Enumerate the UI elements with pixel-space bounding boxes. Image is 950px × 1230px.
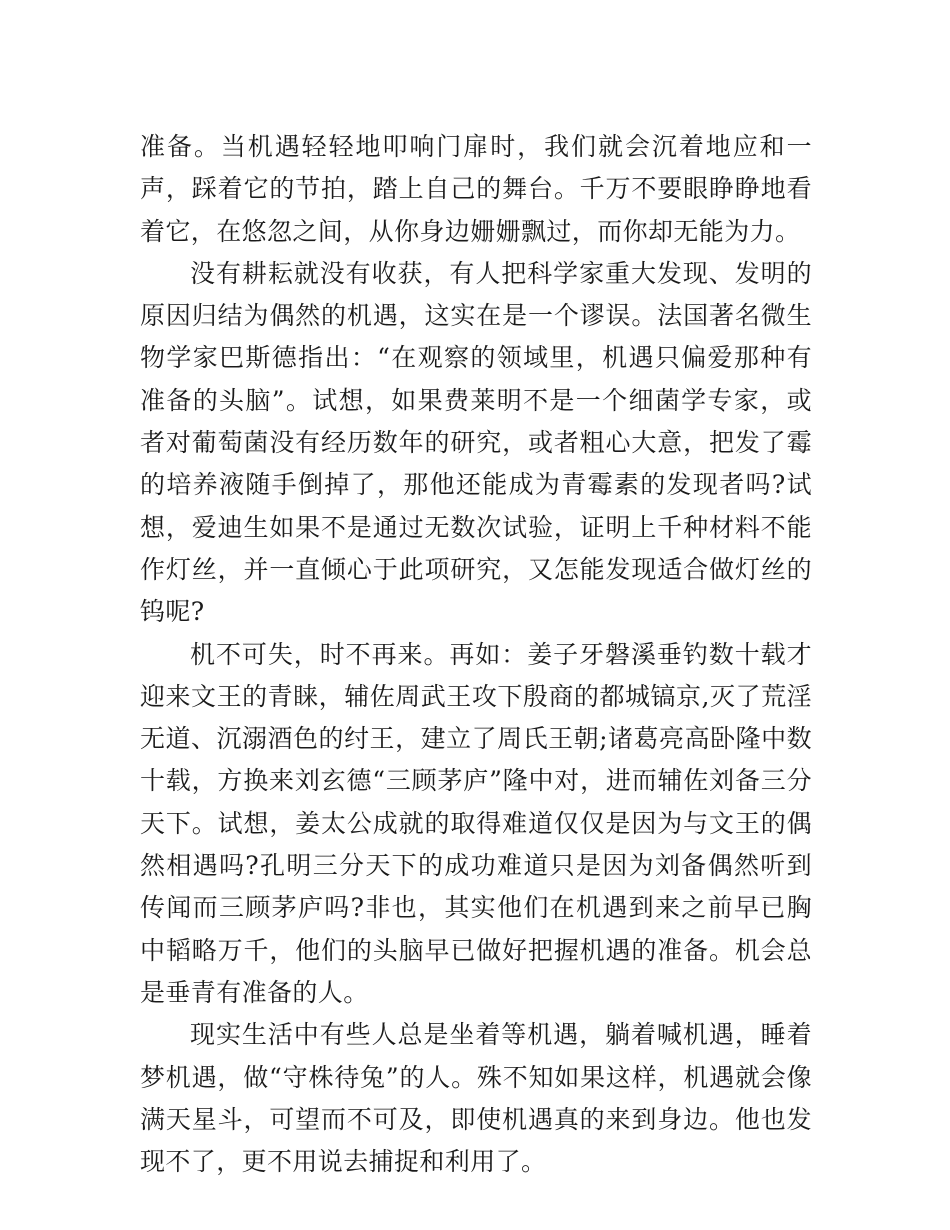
paragraph-1: 准备。当机遇轻轻地叩响门扉时，我们就会沉着地应和一声，踩着它的节拍，踏上自己的舞台。千万不要眼睁睁地看着它，在悠忽之间，从你身边姗姗飘过，而你却无能为力。 bbox=[140, 132, 812, 246]
document-page bbox=[140, 126, 812, 1183]
paragraph-3: 机不可失，时不再来。再如：姜子牙磐溪垂钓数十载才迎来文王的青睐，辅佐周武王攻下殷商的都城镐京,灭了荒淫无道、沉溺酒色的纣王，建立了周氏王朝;诸葛亮高卧隆中数十载，方换来刘玄德“三顾茅庐”隆中对，进而辅佐刘备三分天下。试想，姜太公成就的取得难道仅仅是因为与文王的偶然相遇吗?孔明三分天下的成功难道只是因为刘备偶然听到传闻而三顾茅庐吗?非也，其实他们在机遇到来之前早已胸中韬略万千，他们的头脑早已做好把握机遇的准备。机会总是垂青有准备的人。 bbox=[140, 639, 812, 1007]
paragraph-4: 现实生活中有些人总是坐着等机遇，躺着喊机遇，睡着梦机遇，做“守株待兔”的人。殊不知如果这样，机遇就会像满天星斗，可望而不可及，即使机遇真的来到身边。他也发现不了，更不用说去捕捉和利用了。 bbox=[140, 1020, 812, 1177]
paragraph-2: 没有耕耘就没有收获，有人把科学家重大发现、发明的原因归结为偶然的机遇，这实在是一个谬误。法国著名微生物学家巴斯德指出：“在观察的领域里，机遇只偏爱那种有准备的头脑”。试想，如果费莱明不是一个细菌学专家，或者对葡萄菌没有经历数年的研究，或者粗心大意，把发了霉的培养液随手倒掉了，那他还能成为青霉素的发现者吗?试想，爱迪生如果不是通过无数次试验，证明上千种材料不能作灯丝，并一直倾心于此项研究，又怎能发现适合做灯丝的钨呢? bbox=[140, 258, 812, 627]
